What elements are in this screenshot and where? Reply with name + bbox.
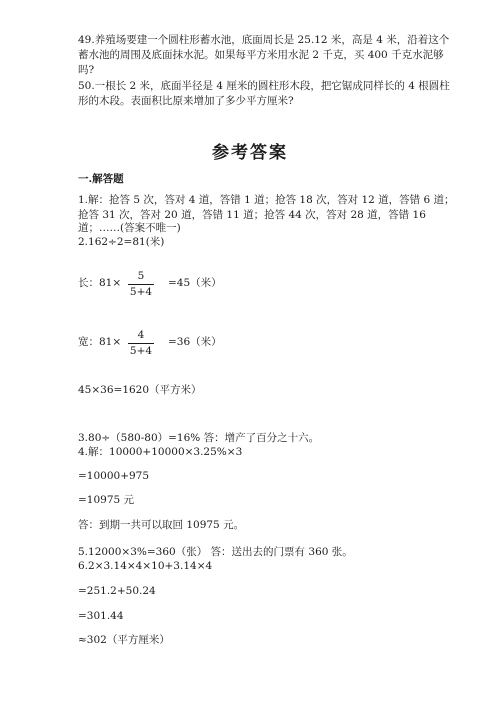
answer-5: 5.12000×3%=360（张） 答：送出去的门票有 360 张。 xyxy=(78,546,353,558)
fraction-denominator: 5+4 xyxy=(129,345,153,357)
answer-2-wide-result: =36（米） xyxy=(168,336,222,348)
question-49-line-1: 49.养殖场要建一个圆柱形蓄水池，底面周长是 25.12 米，高是 4 米，沿着这个 xyxy=(78,34,450,46)
fraction-bar xyxy=(128,343,154,344)
question-49-line-2: 蓄水池的周围及底面抹水泥。如果每平方米用水泥 2 千克，买 400 千克水泥够 xyxy=(78,49,444,61)
answer-6-line-3: =301.44 xyxy=(78,610,124,622)
answer-4-line-4: 答：到期一共可以取回 10975 元。 xyxy=(78,519,245,531)
fraction-numerator: 4 xyxy=(137,329,145,341)
answer-6-line-4: ≈302（平方厘米） xyxy=(78,634,170,646)
answer-1-line-2: 抢答 31 次，答对 20 道，答错 11 道；抢答 44 次，答对 28 道，答错 16 xyxy=(78,209,426,221)
answer-3: 3.80÷（580-80）=16% 答：增产了百分之十六。 xyxy=(78,432,320,444)
answer-2-wide-prefix: 宽：81× xyxy=(78,336,122,348)
answer-1-line-1: 1.解：抢答 5 次，答对 4 道，答错 1 道；抢答 18 次，答对 12 道，答错 6 道； xyxy=(78,194,455,206)
answer-2-long-fraction xyxy=(128,270,154,299)
answer-4-line-2: =10000+975 xyxy=(78,470,150,482)
fraction-bar xyxy=(128,284,154,285)
answer-4-line-1: 4.解：10000+10000×3.25%×3 xyxy=(78,446,243,458)
answer-6-line-1: 6.2×3.14×4×10+3.14×4 xyxy=(78,560,213,572)
question-50-line-2: 形的木段。表面积比原来增加了多少平方厘米? xyxy=(78,95,294,107)
question-50-line-1: 50.一根长 2 米，底面半径是 4 厘米的圆柱形木段，把它锯成同样长的 4 根圆柱 xyxy=(78,80,450,92)
answer-2-wide-fraction xyxy=(128,329,154,358)
answer-2-long-result: =45（米） xyxy=(168,277,222,289)
answer-2-area: 45×36=1620（平方米） xyxy=(78,384,202,396)
answer-4-line-3: =10975 元 xyxy=(78,494,135,506)
answer-2-long-prefix: 长：81× xyxy=(78,277,122,289)
section-title: 一.解答题 xyxy=(78,173,124,185)
fraction-numerator: 5 xyxy=(137,270,145,282)
fraction-denominator: 5+4 xyxy=(129,286,153,298)
answer-title: 参考答案 xyxy=(212,143,288,163)
answer-2-line-1: 2.162÷2=81(米) xyxy=(78,236,165,248)
answer-6-line-2: =251.2+50.24 xyxy=(78,585,156,597)
answer-1-line-3: 道；……(答案不唯一) xyxy=(78,222,181,234)
question-49-line-3: 吗? xyxy=(78,64,95,76)
